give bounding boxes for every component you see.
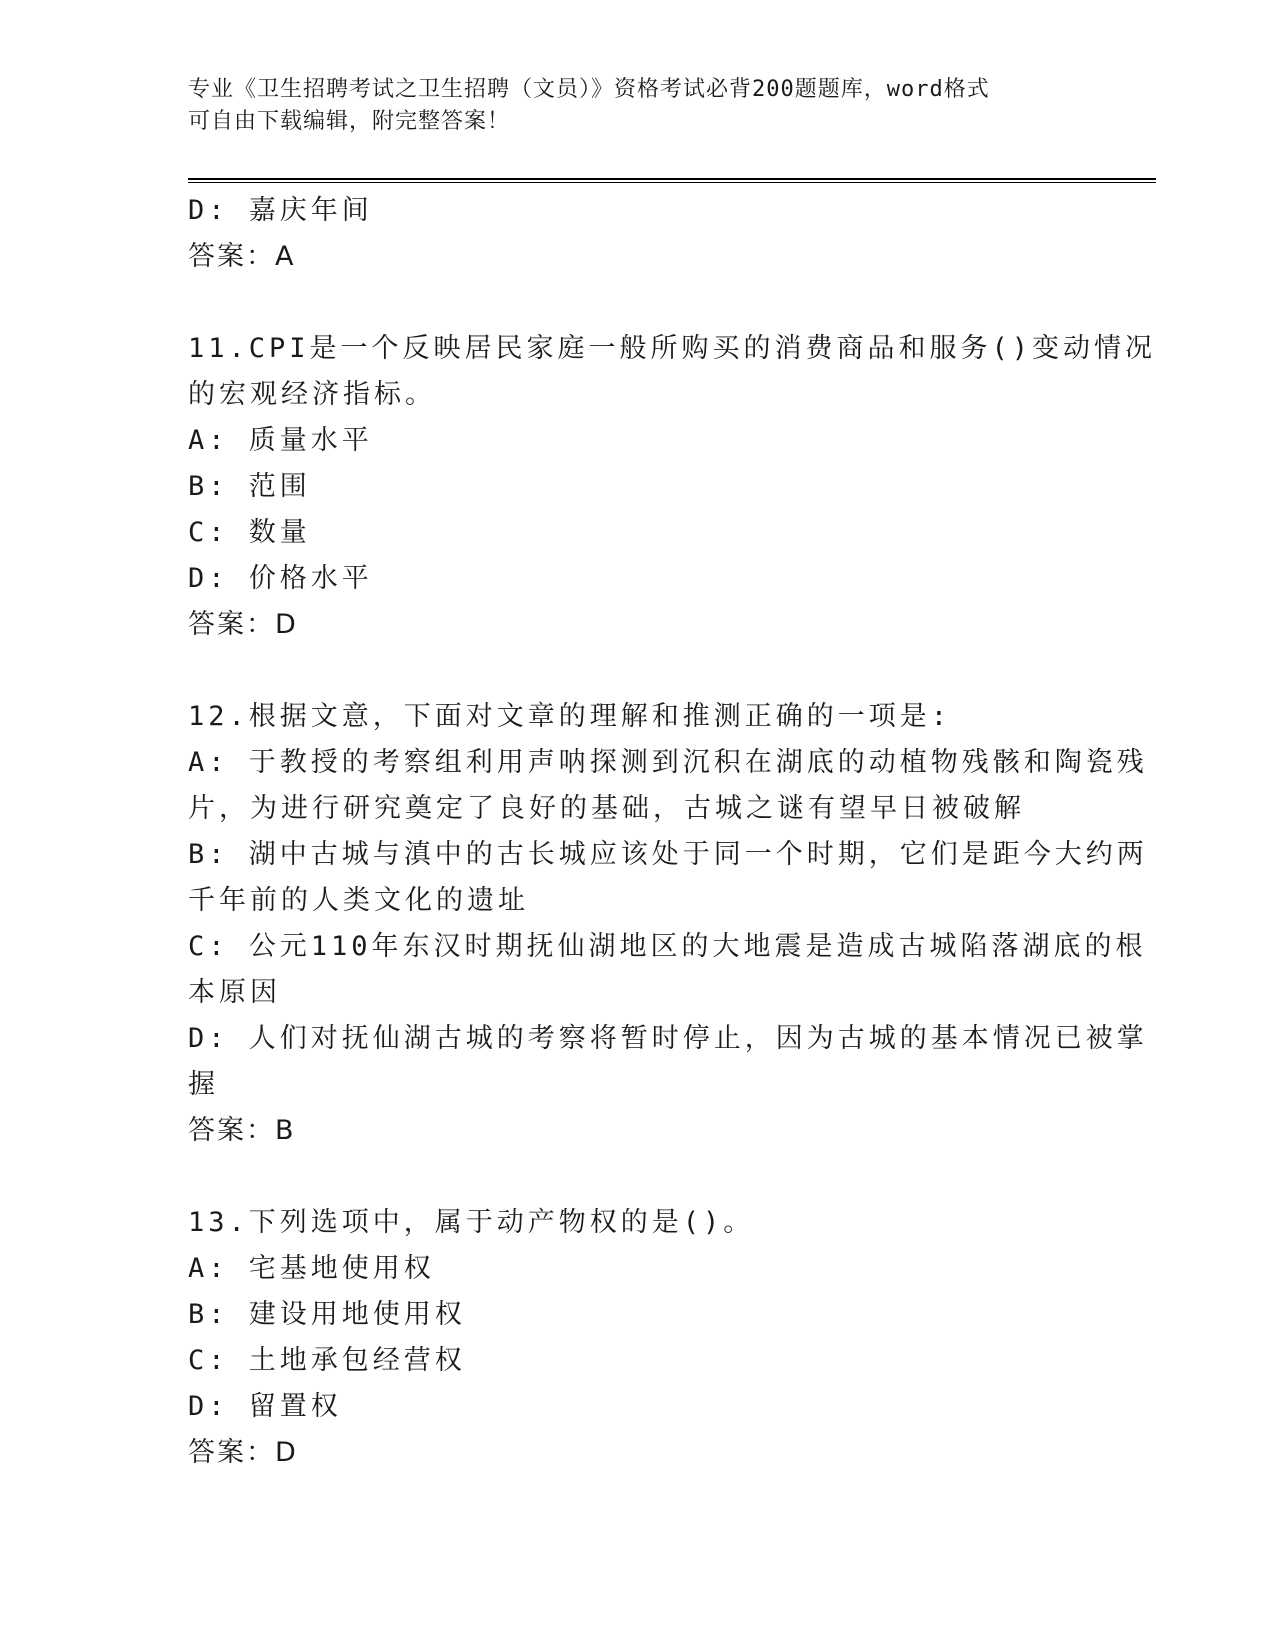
option-a: A: 于教授的考察组利用声呐探测到沉积在湖底的动植物残骸和陶瓷残 (188, 747, 1148, 778)
option-d-continued: 握 (188, 1069, 219, 1100)
option-b-continued: 千年前的人类文化的遗址 (188, 885, 529, 916)
page-header (188, 74, 1088, 138)
header-title-line-2: 可自由下载编辑，附完整答案！ (188, 109, 511, 134)
question-list (188, 188, 1157, 1476)
option-b: B: 湖中古城与滇中的古长城应该处于同一个时期，它们是距今大约两 (188, 839, 1148, 870)
question-stem: 11.CPI是一个反映居民家庭一般所购买的消费商品和服务()变动情况 (188, 333, 1157, 364)
answer: 答案：D (188, 1437, 298, 1468)
option-c: C: 公元110年东汉时期抚仙湖地区的大地震是造成古城陷落湖底的根 (188, 931, 1147, 962)
option-c-continued: 本原因 (188, 977, 281, 1008)
option-a: A: 质量水平 (188, 425, 373, 456)
question-stem-continued: 的宏观经济指标。 (188, 379, 436, 410)
option-c: C: 数量 (188, 517, 311, 548)
answer: 答案：A (188, 241, 296, 272)
spacer (188, 648, 1088, 694)
question-stem: 13.下列选项中，属于动产物权的是()。 (188, 1207, 755, 1238)
option-b: B: 建设用地使用权 (188, 1299, 466, 1330)
answer: 答案：B (188, 1115, 296, 1146)
option-b: B: 范围 (188, 471, 311, 502)
question-11 (188, 326, 1157, 648)
question-12 (188, 694, 1148, 1154)
header-title-line-1: 专业《卫生招聘考试之卫生招聘（文员）》资格考试必背200题题库，word格式 (188, 77, 990, 102)
question-stem: 12.根据文意，下面对文章的理解和推测正确的一项是: (188, 701, 952, 732)
header-divider (188, 178, 1156, 183)
option-d: D: 嘉庆年间 (188, 195, 373, 226)
previous-question-tail (188, 188, 1088, 280)
option-c: C: 土地承包经营权 (188, 1345, 466, 1376)
option-d: D: 留置权 (188, 1391, 342, 1422)
option-d: D: 人们对抚仙湖古城的考察将暂时停止，因为古城的基本情况已被掌 (188, 1023, 1148, 1054)
option-d: D: 价格水平 (188, 563, 373, 594)
spacer (188, 280, 1088, 326)
spacer (188, 1154, 1088, 1200)
question-13 (188, 1200, 1088, 1476)
answer: 答案：D (188, 609, 298, 640)
option-a-continued: 片，为进行研究奠定了良好的基础，古城之谜有望早日被破解 (188, 793, 1025, 824)
option-a: A: 宅基地使用权 (188, 1253, 435, 1284)
